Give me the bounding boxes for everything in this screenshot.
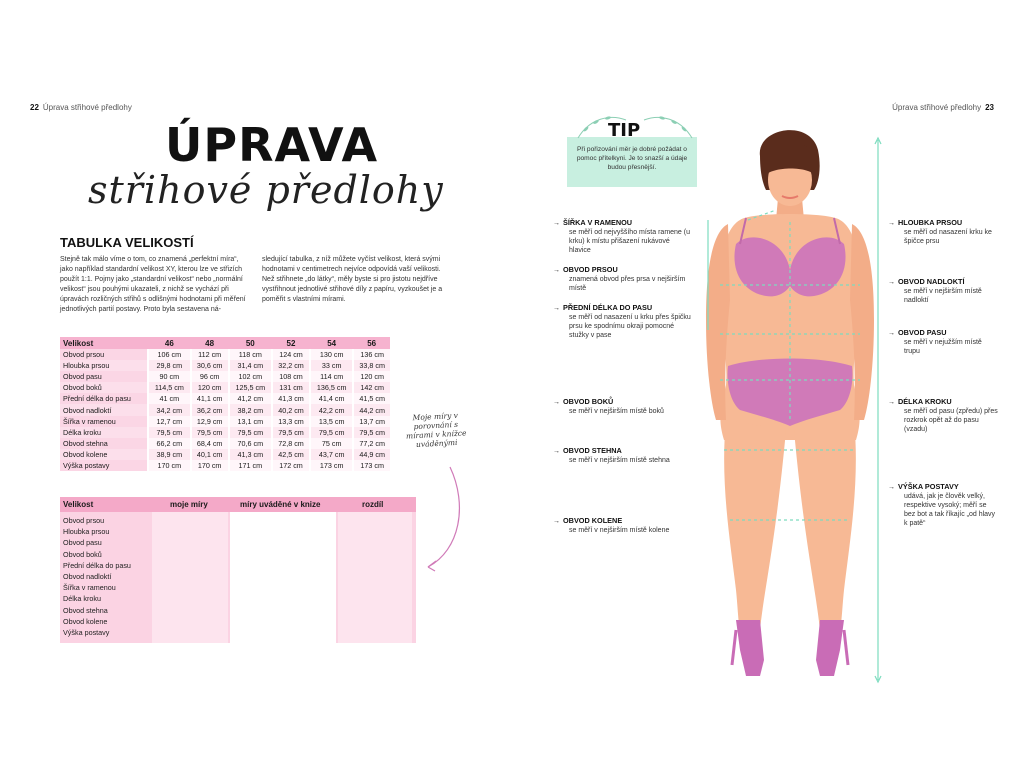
size-table-cell: 106 cm	[148, 349, 191, 360]
size-table-cell: 66,2 cm	[148, 438, 191, 449]
size-table-cell: 170 cm	[191, 460, 229, 471]
measurement-label-description: se měří od nasazení krku ke špičce prsu	[904, 229, 992, 245]
size-table-header-cell: Velikost	[60, 337, 148, 349]
size-table-cell: 44,2 cm	[353, 404, 390, 415]
size-table-cell: 96 cm	[191, 371, 229, 382]
size-table-cell: 12,9 cm	[191, 416, 229, 427]
size-table-cell: 114,5 cm	[148, 382, 191, 393]
measurement-label-description: se měří v nejužším místě trupu	[904, 339, 982, 355]
intro-column-1: Stejně tak málo víme o tom, co znamená „perfektní míra“, jako například standardní velikost XY, kterou lze ve střizích použít 1:1. Pojmy jako „standardní velikost“ nebo „normální velikost“ jsou pouhými ukazateli, z nichž se vychází při úpravách rozličných střihů s odlišnými hodnotami při měření jednotlivých partií postavy. Proto byla sestavena ná-	[60, 256, 246, 313]
size-table-row	[60, 449, 390, 460]
size-table-cell: 136 cm	[353, 349, 390, 360]
size-table-row	[60, 427, 390, 438]
my-table-header-cell: míry uváděné v knize	[240, 500, 321, 509]
size-table-row	[60, 404, 390, 415]
size-table-cell: 32,2 cm	[272, 360, 310, 371]
size-table-row	[60, 382, 390, 393]
size-table-cell: 41,3 cm	[272, 393, 310, 404]
size-table-row	[60, 360, 390, 371]
size-table-cell: 30,6 cm	[191, 360, 229, 371]
measurement-label-description: se měří od nasazení u krku přes špičku prsu ke spodnímu okraji pomocné stužky v pase	[569, 314, 691, 339]
measurement-label	[888, 277, 998, 305]
my-table-row-label: Obvod stehna	[63, 605, 108, 615]
arrow-right-icon: →	[553, 448, 560, 455]
size-table-header-cell: 46	[148, 337, 191, 349]
my-table-row-label: Obvod boků	[63, 549, 102, 559]
measurement-label	[553, 218, 693, 255]
measurement-label	[553, 265, 693, 293]
body-figure-illustration	[690, 120, 890, 690]
size-table-cell: 40,2 cm	[272, 404, 310, 415]
measurement-label-title: OBVOD NADLOKTÍ	[898, 277, 965, 286]
size-table-cell: 33,8 cm	[353, 360, 390, 371]
measurement-label	[553, 516, 693, 535]
page-subtitle: střihové předlohy	[88, 168, 444, 212]
measurement-label	[888, 397, 998, 434]
measurement-label-description: znamená obvod přes prsa v nejširším místě	[569, 276, 686, 292]
size-table-cell: 72,8 cm	[272, 438, 310, 449]
size-table-row-label: Obvod prsou	[60, 349, 148, 360]
my-table-row-label: Obvod pasu	[63, 538, 102, 548]
size-table-cell: 171 cm	[229, 460, 272, 471]
size-table-cell: 142 cm	[353, 382, 390, 393]
size-table-cell: 41 cm	[148, 393, 191, 404]
my-table-row-label: Obvod prsou	[63, 516, 105, 525]
size-table-header-cell: 54	[310, 337, 353, 349]
size-table-header-cell: 50	[229, 337, 272, 349]
size-table-header-cell: 52	[272, 337, 310, 349]
difference-column[interactable]	[338, 512, 412, 643]
size-table-cell: 41,3 cm	[229, 449, 272, 460]
measurement-label-title: OBVOD STEHNA	[563, 446, 622, 455]
size-table-cell: 34,2 cm	[148, 404, 191, 415]
size-table-row-label: Obvod nadloktí	[60, 404, 148, 415]
size-table-cell: 118 cm	[229, 349, 272, 360]
size-table-cell: 13,5 cm	[310, 416, 353, 427]
size-table-cell: 36,2 cm	[191, 404, 229, 415]
size-table-row-label: Obvod boků	[60, 382, 148, 393]
size-table-cell: 173 cm	[353, 460, 390, 471]
size-table-cell: 42,2 cm	[310, 404, 353, 415]
size-table-cell: 124 cm	[272, 349, 310, 360]
my-table-row-label: Délka kroku	[63, 594, 101, 604]
size-table-row-label: Obvod kolene	[60, 449, 148, 460]
measurement-label	[888, 218, 998, 246]
size-table-header-cell: 56	[353, 337, 390, 349]
size-table-cell: 68,4 cm	[191, 438, 229, 449]
size-table-cell: 79,5 cm	[148, 427, 191, 438]
measurement-label-description: se měří v nejširším místě nadloktí	[904, 288, 982, 304]
size-table-cell: 114 cm	[310, 371, 353, 382]
measurement-label-description: se měří od pasu (zpředu) přes rozkrok opět až do pasu (vzadu)	[904, 408, 998, 433]
measurement-label-description: se měří v nejširším místě stehna	[569, 457, 670, 464]
size-table-cell: 170 cm	[148, 460, 191, 471]
size-table-cell: 79,5 cm	[229, 427, 272, 438]
size-table-cell: 13,1 cm	[229, 416, 272, 427]
size-table-cell: 29,8 cm	[148, 360, 191, 371]
measurement-label-title: VÝŠKA POSTAVY	[898, 482, 959, 491]
size-table-row	[60, 416, 390, 427]
measurement-label	[888, 482, 998, 528]
measurement-label-title: OBVOD KOLENE	[563, 516, 623, 525]
measurement-label-title: OBVOD BOKŮ	[563, 397, 614, 406]
measurement-label	[888, 328, 998, 356]
arrow-right-icon: →	[888, 220, 895, 227]
size-table-cell: 79,5 cm	[353, 427, 390, 438]
size-table-cell: 70,6 cm	[229, 438, 272, 449]
my-table-row-label: Hloubka prsou	[63, 527, 110, 537]
size-table-cell: 40,1 cm	[191, 449, 229, 460]
size-table-row	[60, 438, 390, 449]
size-table-cell: 131 cm	[272, 382, 310, 393]
book-measures-column[interactable]	[230, 512, 336, 643]
measurement-label-description: se měří v nejširším místě boků	[569, 408, 664, 415]
size-table-cell: 41,1 cm	[191, 393, 229, 404]
my-table-row-label: Obvod nadloktí	[63, 572, 112, 581]
arrow-right-icon: →	[553, 305, 560, 312]
tip-title: TIP	[608, 120, 641, 141]
size-table-cell: 41,2 cm	[229, 393, 272, 404]
size-table	[60, 337, 390, 471]
size-table-row-label: Hloubka prsou	[60, 360, 148, 371]
size-table-header-cell: 48	[191, 337, 229, 349]
measurement-label	[553, 303, 693, 340]
arrow-right-icon: →	[888, 484, 895, 491]
my-measures-column[interactable]	[152, 512, 228, 643]
size-table-cell: 33 cm	[310, 360, 353, 371]
size-table-cell: 112 cm	[191, 349, 229, 360]
size-table-row-label: Obvod pasu	[60, 371, 148, 382]
handwritten-note: Moje míry v porovnání s mírami v knížce uváděnými	[405, 410, 467, 450]
size-table-cell: 42,5 cm	[272, 449, 310, 460]
size-table-row	[60, 371, 390, 382]
section-heading: TABULKA VELIKOSTÍ	[60, 235, 194, 250]
size-table-row-label: Výška postavy	[60, 460, 148, 471]
my-table-header-cell: moje míry	[170, 500, 208, 509]
size-table-cell: 136,5 cm	[310, 382, 353, 393]
size-table-row-label: Šířka v ramenou	[60, 416, 148, 427]
size-table-cell: 13,3 cm	[272, 416, 310, 427]
arrow-right-icon: →	[888, 399, 895, 406]
my-table-row-label: Přední délka do pasu	[63, 560, 131, 570]
size-table-cell: 77,2 cm	[353, 438, 390, 449]
measurement-label-title: OBVOD PRSOU	[563, 265, 618, 274]
size-table-cell: 125,5 cm	[229, 382, 272, 393]
measurement-label-title: ŠÍŘKA V RAMENOU	[563, 218, 633, 227]
measurement-label	[553, 397, 693, 416]
folio-right: Úprava střihové předlohy 23	[892, 103, 994, 112]
size-table-cell: 79,5 cm	[272, 427, 310, 438]
arrow-right-icon: →	[553, 518, 560, 525]
size-table-header	[60, 337, 390, 349]
size-table-row-label: Délka kroku	[60, 427, 148, 438]
my-table-header-cell: rozdíl	[362, 500, 384, 509]
size-table-cell: 12,7 cm	[148, 416, 191, 427]
folio-left: 22 Úprava střihové předlohy	[30, 103, 132, 112]
my-table-row-label: Výška postavy	[63, 628, 110, 637]
size-table-cell: 79,5 cm	[310, 427, 353, 438]
size-table-cell: 38,2 cm	[229, 404, 272, 415]
my-table-row-label: Obvod kolene	[63, 616, 108, 626]
size-table-row	[60, 460, 390, 471]
size-table-cell: 108 cm	[272, 371, 310, 382]
size-table-cell: 38,9 cm	[148, 449, 191, 460]
size-table-cell: 43,7 cm	[310, 449, 353, 460]
arrow-right-icon: →	[888, 330, 895, 337]
size-table-cell: 41,4 cm	[310, 393, 353, 404]
measurement-label-title: OBVOD PASU	[898, 328, 947, 337]
size-table-row-label: Obvod stehna	[60, 438, 148, 449]
arrow-right-icon: →	[888, 279, 895, 286]
measurement-label-title: PŘEDNÍ DÉLKA DO PASU	[563, 303, 653, 312]
size-table-cell: 130 cm	[310, 349, 353, 360]
measurement-label-description: se měří od nejvyššího místa ramene (u krku) k místu přišazení rukávové hlavice	[569, 229, 690, 254]
measurement-label-description: se měří v nejširším místě kolene	[569, 527, 670, 534]
measurement-label-title: HLOUBKA PRSOU	[898, 218, 963, 227]
size-table-cell: 173 cm	[310, 460, 353, 471]
size-table-row	[60, 349, 390, 360]
size-table-cell: 13,7 cm	[353, 416, 390, 427]
size-table-cell: 172 cm	[272, 460, 310, 471]
measurement-label	[553, 446, 693, 465]
size-table-cell: 75 cm	[310, 438, 353, 449]
size-table-row	[60, 393, 390, 404]
size-table-cell: 102 cm	[229, 371, 272, 382]
arrow-right-icon: →	[553, 399, 560, 406]
measurement-label-title: DÉLKA KROKU	[898, 397, 952, 406]
size-table-cell: 41,5 cm	[353, 393, 390, 404]
intro-column-2: sledující tabulka, z níž můžete vyčíst velikost, která svými hodnotami v centimetrech nejvíce odpovídá vaší velikosti. Než střihnete „do látky“, měly byste si pro jistotu nejdříve vystřihnout jednotlivé střihové díly z papíru, vyzkoušet je a poměřit s vlastními mírami.	[262, 256, 443, 303]
measurement-label-description: udává, jak je člověk velký, respektive vysoký; měří se bez bot a tak říkajíc „od hlavy k patě“	[904, 493, 996, 527]
arrow-right-icon: →	[553, 220, 560, 227]
tip-text: Při pořizování měr je dobré požádat o pomoc přítelkyni. Je to snazší a údaje budou přesnější.	[576, 146, 688, 171]
size-table-cell: 79,5 cm	[191, 427, 229, 438]
size-table-cell: 120 cm	[353, 371, 390, 382]
arrow-right-icon: →	[553, 267, 560, 274]
my-measures-table	[60, 497, 416, 643]
my-table-header-cell: Velikost	[63, 500, 94, 509]
size-table-row-label: Přední délka do pasu	[60, 393, 148, 404]
my-measures-header	[60, 497, 416, 512]
size-table-cell: 31,4 cm	[229, 360, 272, 371]
curved-arrow-icon	[420, 465, 470, 575]
my-table-row-label: Šířka v ramenou	[63, 583, 116, 593]
size-table-cell: 44,9 cm	[353, 449, 390, 460]
size-table-cell: 120 cm	[191, 382, 229, 393]
size-table-cell: 90 cm	[148, 371, 191, 382]
page-title: ÚPRAVA	[165, 118, 379, 172]
